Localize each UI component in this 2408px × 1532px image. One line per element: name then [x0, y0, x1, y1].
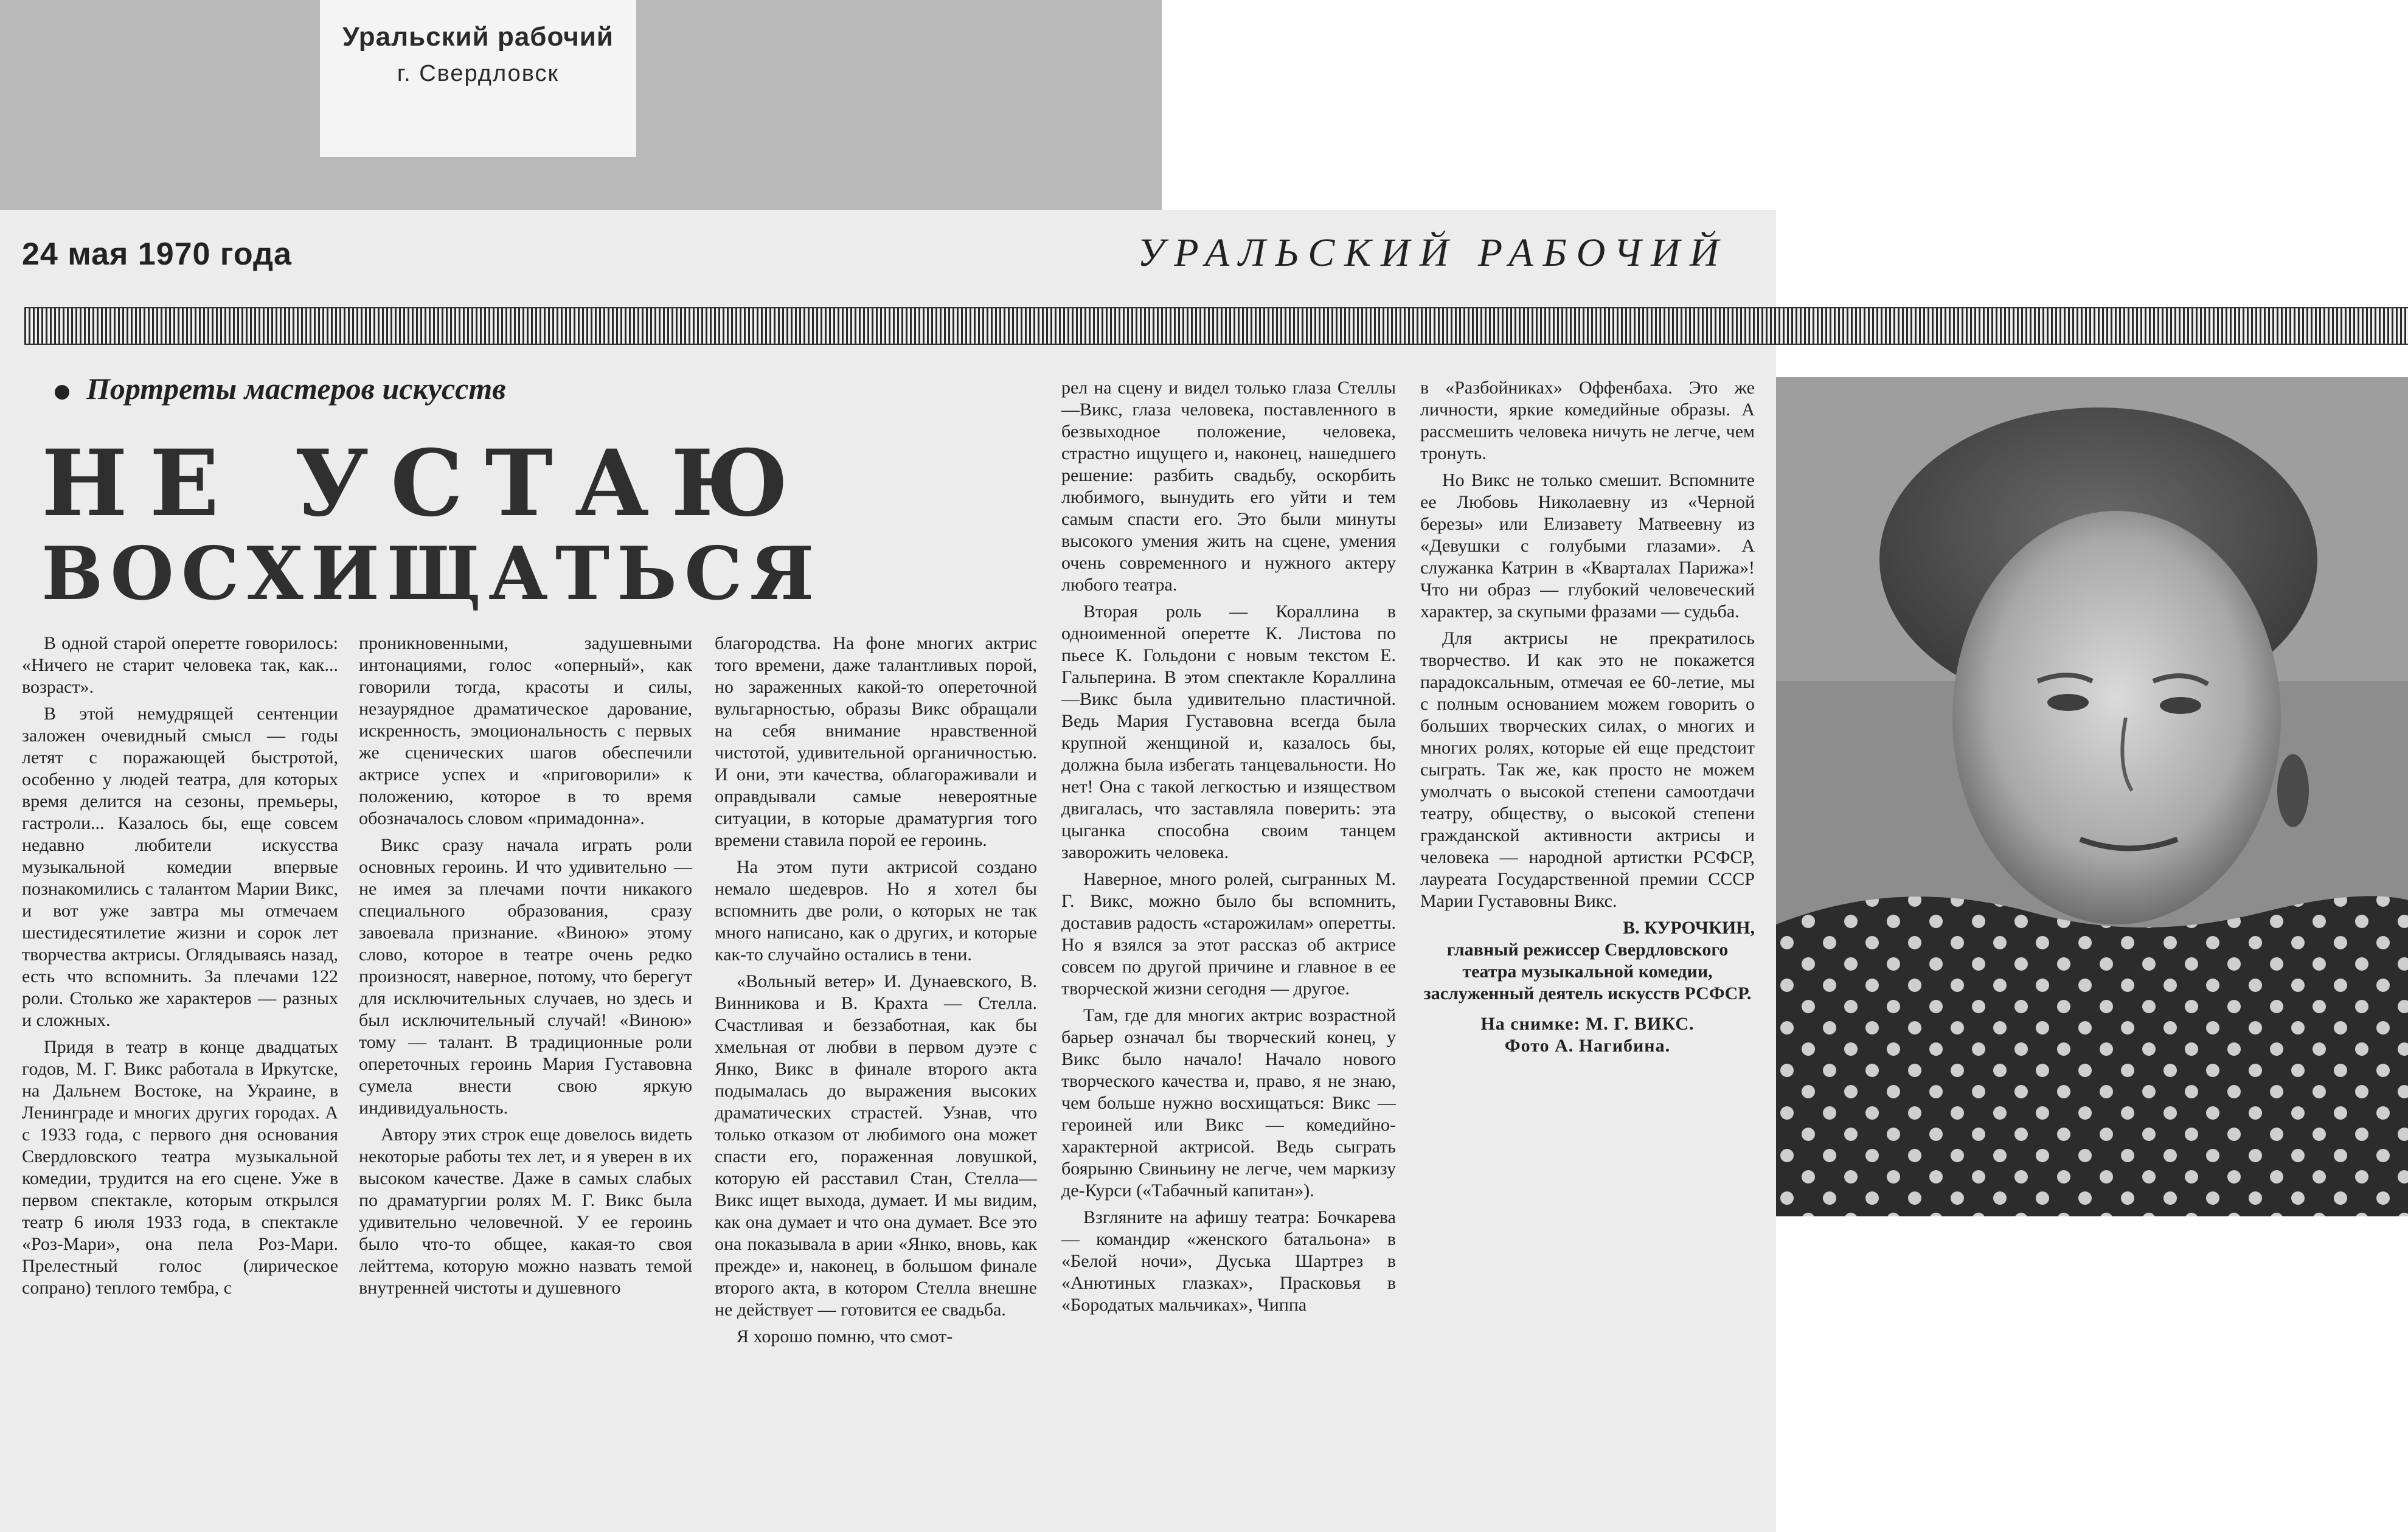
author-signature: В. КУРОЧКИН,: [1623, 918, 1755, 938]
paragraph: Но Викс не только смешит. Вспомните ее Любовь Николаевну из «Черной березы» или Елизавету Матвеевну из «Девушки с голубыми глазами». А служанка Катрин в «Кварталах Парижа»! Что ни образ — глубокий человеческий характер, за скупыми фразами — судьба.: [1420, 470, 1755, 622]
article-column-4: [1061, 377, 1396, 1321]
label-city: г. Свердловск: [397, 61, 560, 86]
label-newspaper: Уральский рабочий: [342, 22, 614, 52]
paragraph: рел на сцену и видел только глаза Стеллы—Викс, глаза человека, поставленного в безвыходное положение, человека, страстно ищущего и, наконец, нашедшего решение: разбить свадьбу, оскорбить любимого, вынудить его уйти и тем самым спасти его. Это были минуты высокого умения жить на сцене, умения очень современного и нужного актеру любого театра.: [1061, 378, 1396, 595]
paragraph: Викс сразу начала играть роли основных героинь. И что удивительно — не имея за плечами почти никакого специального образования, сразу завоевала признание. «Виною» этому слово, которое в театре очень редко произносят, наверное, потому, что берегут для исключительных случаев, но здесь и был исключительный случай! «Виною» тому — талант. В традиционные роли опереточных героинь Мария Густавовна сумела внести свою яркую индивидуальность.: [359, 835, 692, 1118]
paragraph: В одной старой оперетте говорилось: «Ничего не старит человека так, как... возраст».: [22, 633, 338, 697]
article-column-3: [715, 633, 1037, 1353]
portrait-image: [1776, 377, 2408, 1216]
rubric-text: Портреты мастеров искусств: [86, 372, 506, 406]
article-column-1: [22, 633, 338, 1304]
rubric: [55, 371, 506, 406]
headline: [41, 430, 822, 617]
paragraph: в «Разбойниках» Оффенбаха. Это же личности, яркие комедийные образы. А рассмешить человека ничуть не легче, чем тронуть.: [1420, 378, 1755, 463]
paragraph: проникновенными, задушевными интонациями, голос «оперный», как говорили тогда, красоты и силы, незаурядное драматическое дарование, искренность, эмоциональность с первых же сценических шагов обеспечили актрисе успех и «приговорили» к положению, которое в то время обозначалось словом «примадонна».: [359, 633, 692, 828]
paragraph: благородства. На фоне многих актрис того времени, даже талантливых порой, но зараженных какой-то опереточной вульгарностью, образы Викс обращали на себя внимание нравственной чистотой, удивительной органичностью. И они, эти качества, облагораживали и оправдывали самые невероятные ситуации, в которые драматургия того времени ставила порой ее героинь.: [715, 633, 1037, 850]
photo-credit: Фото А. Нагибина.: [1504, 1036, 1671, 1056]
masthead: УРАЛЬСКИЙ РАБОЧИЙ: [1137, 230, 1729, 275]
paragraph: В этой немудрящей сентенции заложен очевидный смысл — годы летят с поражающей быстротой, особенно у людей театра, для которых время делится на сезоны, премьеры, гастроли... Казалось бы, еще совсем недавно любители искусства музыкальной комедии впервые познакомились с талантом Марии Викс, и вот уже завтра мы отмечаем шестидесятилетие жизни и сорок лет творчества актрисы. Оглядываясь назад, есть что вспомнить. За плечами 122 роли. Столько же характеров — разных и сложных.: [22, 704, 338, 1030]
clipping-label: [320, 0, 636, 157]
paragraph: Придя в театр в конце двадцатых годов, М. Г. Викс работала в Иркутске, на Дальнем Востоке, на Украине, в Ленинграде и многих других городах. А с 1933 года, с первого дня основания Свердловского театра музыкальной комедии, трудится на его сцене. Уже в первом спектакле, которым открылся театр 6 июля 1933 года, в спектакле «Роз-Мари», она пела Роз-Мари. Прелестный голос (лирическое сопрано) теплого тембра, с: [22, 1037, 338, 1298]
paragraph: Для актрисы не прекратилось творчество. И как это не покажется парадоксальным, отмечая ее 60-летие, мы с полным основанием можем говорить о больших творческих силах, о многих и многих ролях, которые ей еще предстоит сыграть. Так же, как просто не можем умолчать о высокой степени самоотдачи театру, обществу, о высокой степени гражданской активности актрисы и человека — народной артистки РСФСР, лауреата Государственной премии СССР Марии Густавовны Викс.: [1420, 628, 1755, 911]
headline-line-2: ВОСХИЩАТЬСЯ: [41, 531, 822, 617]
paragraph: Вторая роль — Кораллина в одноименной оперетте К. Листова по пьесе К. Гольдони с новым текстом Е. Гальперина. В этом спектакле Кораллина—Викс была удивительно пластичной. Ведь Мария Густавовна всегда была крупной женщиной и, казалось бы, должна была избегать танцевальности. Но нет! Она с такой легкостью и изяществом двигалась, что заставляла поверить: эта цыганка способна своим танцем заворожить человека.: [1061, 601, 1396, 862]
author-role: главный режиссер Свердловского театра музыкальной комедии, заслуженный деятель искусств РСФСР.: [1423, 940, 1752, 1003]
issue-date: 24 мая 1970 года: [22, 237, 292, 272]
paragraph: Автору этих строк еще довелось видеть некоторые работы тех лет, и я уверен в их высоком качестве. Даже в самых слабых по драматургии ролях М. Г. Викс была удивительно человечной. У ее героинь было что-то общее, какая-то своя лейттема, которую можно назвать темой внутренней чистоты и душевного: [359, 1125, 692, 1298]
article-column-5: [1420, 377, 1755, 1057]
bullet-icon: [55, 385, 69, 400]
portrait-photo: [1776, 377, 2408, 1216]
photo-caption: На снимке: М. Г. ВИКС.: [1480, 1014, 1695, 1034]
paragraph: Там, где для многих актрис возрастной барьер означал бы творческий конец, у Викс было начало! Начало нового творческого качества и, право, я не знаю, чем больше нужно восхищаться: Викс — героиней или Викс — комедийно-характерной актрисой. Ведь сыграть боярыню Свиньину не легче, чем маркизу де-Курси («Табачный капитан»).: [1061, 1005, 1396, 1201]
headline-line-1: НЕ УСТАЮ: [41, 430, 811, 537]
paragraph: Я хорошо помню, что смот-: [737, 1326, 953, 1347]
decorative-rule: [24, 307, 2408, 345]
paragraph: Взгляните на афишу театра: Бочкарева — командир «женского батальона» в «Белой ночи», Дуська Шартрез в «Анютиных глазках», Прасковья в «Бородатых мальчиках», Чиппа: [1061, 1207, 1396, 1315]
paragraph: «Вольный ветер» И. Дунаевского, В. Винникова и В. Крахта — Стелла. Счастливая и беззаботная, как бы хмельная от любви в первом дуэте с Янко, Викс в финале второго акта подымалась до выражения высоких драматических страстей. Узнав, что только отказом от любимого она может спасти его, пораженная ловушкой, которую ей расставил Стан, Стелла—Викс ищет выхода, думает. И мы видим, как она думает и что она думает. Все это она показывала в арии «Янко, вновь, как прежде» и, наконец, в большом финале второго акта, в котором Стелла внешне не действует — готовится ее свадьба.: [715, 971, 1037, 1320]
paragraph: На этом пути актрисой создано немало шедевров. Но я хотел бы вспомнить две роли, о которых не так много написано, как о других, и которые как-то случайно остались в тени.: [715, 857, 1037, 965]
paragraph: Наверное, много ролей, сыгранных М. Г. Викс, можно было бы вспомнить, доставив радость «старожилам» оперетты. Но я взялся за этот рассказ об актрисе совсем по другой причине и главное в ее творческой жизни сегодня — другое.: [1061, 869, 1396, 999]
article-column-2: [359, 633, 692, 1304]
